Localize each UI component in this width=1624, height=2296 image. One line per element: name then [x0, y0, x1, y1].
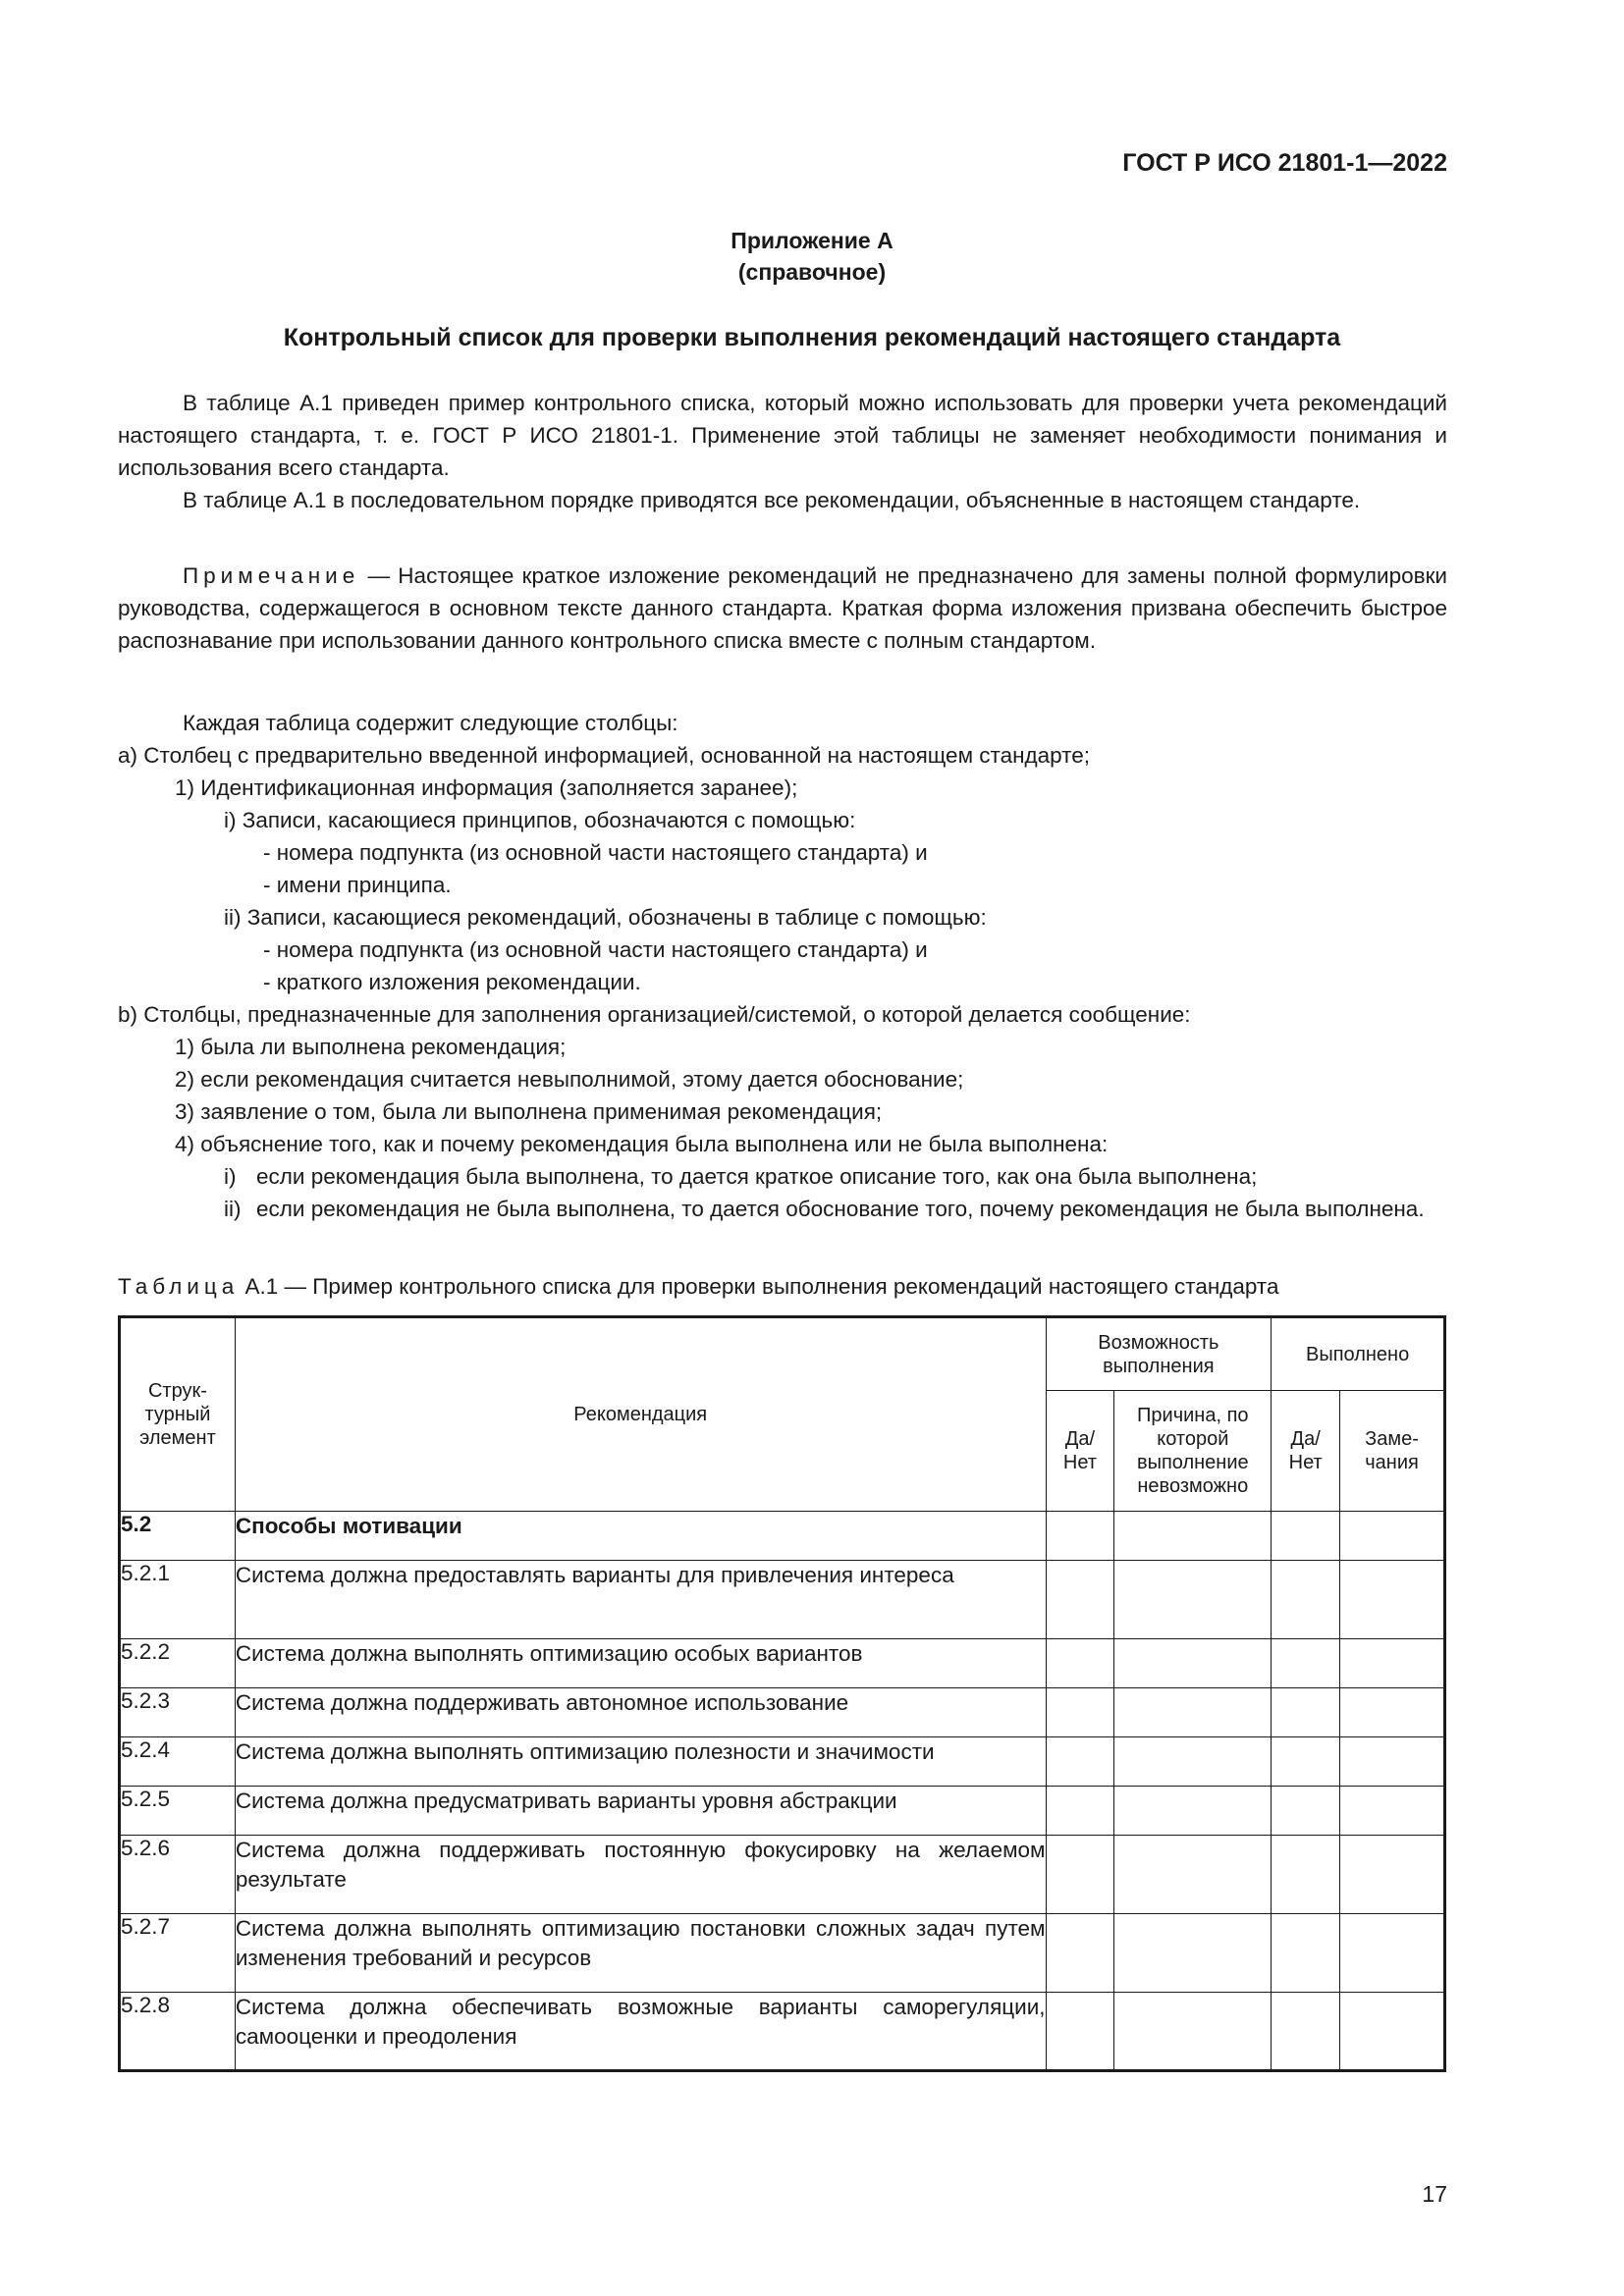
list-item-b3	[118, 1095, 1447, 1128]
list-text: объяснение того, как и почему рекомендация была выполнена или не была выполнена:	[200, 1132, 1109, 1156]
list-item-b4i	[118, 1160, 1447, 1193]
cell-reason[interactable]	[1114, 1787, 1272, 1836]
row-code: 5.2.2	[120, 1639, 236, 1688]
list-text: Столбцы, предназначенные для заполнения организацией/системой, о которой делается сообщение:	[143, 1002, 1191, 1027]
table-row	[120, 1639, 1445, 1688]
table-caption-text: А.1 — Пример контрольного списка для проверки выполнения рекомендаций настоящего стандарта	[239, 1274, 1279, 1299]
list-item-b1	[118, 1031, 1447, 1063]
list-label: 2)	[175, 1067, 195, 1092]
table-caption	[118, 1274, 1279, 1300]
cell-yes-no[interactable]	[1046, 1787, 1114, 1836]
list-label: a)	[118, 743, 138, 768]
list-text: Записи, касающиеся принципов, обозначаются с помощью:	[242, 808, 856, 832]
cell-remarks[interactable]	[1340, 1561, 1445, 1639]
cell-yes-no[interactable]	[1046, 1639, 1114, 1688]
list-item-a1ii-dash-2: - краткого изложения рекомендации.	[263, 970, 641, 994]
table-row	[120, 1737, 1445, 1787]
row-recommendation: Система должна поддерживать постоянную фокусировку на желаемом результате	[235, 1836, 1046, 1914]
list-label: 1)	[175, 775, 195, 800]
header-struct: Струк-турный элемент	[120, 1317, 236, 1512]
list-text: Столбец с предварительно введенной информацией, основанной на настоящем стандарте;	[143, 743, 1091, 768]
list-text: была ли выполнена рекомендация;	[200, 1035, 567, 1059]
header-remarks: Заме-чания	[1340, 1391, 1445, 1512]
row-code: 5.2.7	[120, 1914, 236, 1993]
cell-yes-no[interactable]	[1046, 1914, 1114, 1993]
table-row	[120, 1561, 1445, 1639]
page-number: 17	[1422, 2181, 1447, 2207]
document-code: ГОСТ Р ИСО 21801-1—2022	[1122, 149, 1447, 177]
note-label: Примечание	[183, 563, 360, 588]
header-feasibility: Возможность выполнения	[1046, 1317, 1272, 1391]
list-item-a	[118, 739, 1447, 772]
cell-done[interactable]	[1272, 1737, 1340, 1787]
list-label: ii)	[224, 905, 242, 930]
cell-yes-no[interactable]	[1046, 1561, 1114, 1639]
list-label: ii)	[224, 1197, 242, 1221]
cell-reason[interactable]	[1114, 1688, 1272, 1737]
cell-remarks[interactable]	[1340, 1639, 1445, 1688]
cell-yes-no[interactable]	[1046, 1512, 1114, 1561]
row-code: 5.2	[120, 1512, 236, 1561]
list-text: заявление о том, была ли выполнена применимая рекомендация;	[200, 1099, 883, 1124]
row-recommendation: Система должна обеспечивать возможные варианты саморегуляции, самооценки и преодоления	[235, 1993, 1046, 2071]
intro-paragraph-1: В таблице А.1 приведен пример контрольного списка, который можно использовать для проверки учета рекомендаций настоящего стандарта, т. е. ГОСТ Р ИСО 21801-1. Применение этой таблицы не заменяет необходимости понимания и использования всего стандарта.	[118, 391, 1447, 480]
note-paragraph	[118, 560, 1447, 657]
header-done: Выполнено	[1272, 1317, 1445, 1391]
row-code: 5.2.8	[120, 1993, 236, 2071]
cell-reason[interactable]	[1114, 1993, 1272, 2071]
row-recommendation: Система должна предоставлять варианты для привлечения интереса	[235, 1561, 1046, 1639]
header-yes-no: Да/ Нет	[1046, 1391, 1114, 1512]
list-item-b4ii	[118, 1193, 1447, 1225]
cell-remarks[interactable]	[1340, 1737, 1445, 1787]
row-code: 5.2.5	[120, 1787, 236, 1836]
row-recommendation: Система должна выполнять оптимизацию полезности и значимости	[235, 1737, 1046, 1787]
row-code: 5.2.6	[120, 1836, 236, 1914]
cell-done[interactable]	[1272, 1639, 1340, 1688]
section-title: Контрольный список для проверки выполнения рекомендаций настоящего стандарта	[283, 324, 1341, 351]
row-code: 5.2.3	[120, 1688, 236, 1737]
table-caption-label: Таблица	[118, 1274, 240, 1299]
cell-remarks[interactable]	[1340, 1688, 1445, 1737]
table-row	[120, 1512, 1445, 1561]
list-item-a1ii	[118, 901, 1447, 934]
cell-yes-no[interactable]	[1046, 1993, 1114, 2071]
cell-done[interactable]	[1272, 1836, 1340, 1914]
table-row	[120, 1914, 1445, 1993]
note-text: — Настоящее краткое изложение рекомендаций не предназначено для замены полной формулировки руководства, содержащегося в основном тексте данного стандарта. Краткая форма изложения призвана обеспечить быстрое распознавание при использовании данного контрольного списка вместе с полным стандартом.	[118, 563, 1447, 653]
intro-paragraph-2: В таблице А.1 в последовательном порядке приводятся все рекомендации, объясненные в настоящем стандарте.	[183, 488, 1361, 512]
cell-remarks[interactable]	[1340, 1993, 1445, 2071]
list-item-a1i	[118, 804, 1447, 836]
cell-reason[interactable]	[1114, 1914, 1272, 1993]
cell-done[interactable]	[1272, 1512, 1340, 1561]
row-code: 5.2.1	[120, 1561, 236, 1639]
annex-title: Приложение А	[731, 228, 893, 253]
list-item-a1	[118, 772, 1447, 804]
cell-reason[interactable]	[1114, 1737, 1272, 1787]
annex-type: (справочное)	[737, 259, 887, 285]
table-row	[120, 1993, 1445, 2071]
cell-reason[interactable]	[1114, 1561, 1272, 1639]
table-row	[120, 1836, 1445, 1914]
list-text: если рекомендация была выполнена, то дается краткое описание того, как она была выполнена;	[256, 1164, 1258, 1189]
cell-done[interactable]	[1272, 1561, 1340, 1639]
table-row	[120, 1787, 1445, 1836]
row-recommendation: Система должна поддерживать автономное использование	[235, 1688, 1046, 1737]
header-yes-no-2: Да/ Нет	[1272, 1391, 1340, 1512]
list-item-b	[118, 998, 1447, 1031]
cell-done[interactable]	[1272, 1688, 1340, 1737]
list-label: i)	[224, 1164, 237, 1189]
note-block	[118, 560, 1447, 657]
list-label: 4)	[175, 1132, 195, 1156]
checklist-table	[118, 1315, 1446, 2072]
cell-remarks[interactable]	[1340, 1787, 1445, 1836]
header-reason: Причина, по которой выполнение невозможно	[1114, 1391, 1272, 1512]
list-text: Идентификационная информация (заполняется заранее);	[200, 775, 798, 800]
cell-reason[interactable]	[1114, 1639, 1272, 1688]
list-label: i)	[224, 808, 237, 832]
cell-yes-no[interactable]	[1046, 1688, 1114, 1737]
header-recommendation: Рекомендация	[235, 1317, 1046, 1512]
cell-yes-no[interactable]	[1046, 1836, 1114, 1914]
list-item-b4	[118, 1128, 1447, 1160]
list-item-b2	[118, 1063, 1447, 1095]
row-code: 5.2.4	[120, 1737, 236, 1787]
cell-done[interactable]	[1272, 1993, 1340, 2071]
cell-remarks[interactable]	[1340, 1914, 1445, 1993]
cell-yes-no[interactable]	[1046, 1737, 1114, 1787]
intro-block	[118, 387, 1447, 516]
list-text: если рекомендация считается невыполнимой, этому дается обоснование;	[200, 1067, 964, 1092]
row-recommendation: Система должна выполнять оптимизацию особых вариантов	[235, 1639, 1046, 1688]
list-lead: Каждая таблица содержит следующие столбцы:	[183, 711, 678, 735]
cell-reason[interactable]	[1114, 1836, 1272, 1914]
row-recommendation: Система должна предусматривать варианты уровня абстракции	[235, 1787, 1046, 1836]
list-item-a1i-dash-1: - номера подпункта (из основной части настоящего стандарта) и	[263, 840, 928, 865]
cell-reason[interactable]	[1114, 1512, 1272, 1561]
columns-list	[118, 707, 1447, 1225]
cell-done[interactable]	[1272, 1914, 1340, 1993]
list-label: b)	[118, 1002, 138, 1027]
list-item-a1ii-dash-1: - номера подпункта (из основной части настоящего стандарта) и	[263, 937, 928, 962]
list-text: Записи, касающиеся рекомендаций, обозначены в таблице с помощью:	[246, 905, 987, 930]
list-label: 1)	[175, 1035, 195, 1059]
list-label: 3)	[175, 1099, 195, 1124]
table-row	[120, 1688, 1445, 1737]
list-item-a1i-dash-2: - имени принципа.	[263, 873, 452, 897]
cell-remarks[interactable]	[1340, 1836, 1445, 1914]
row-recommendation: Способы мотивации	[235, 1512, 1046, 1561]
cell-remarks[interactable]	[1340, 1512, 1445, 1561]
list-text: если рекомендация не была выполнена, то дается обоснование того, почему рекомендация не была выполнена.	[256, 1197, 1425, 1221]
cell-done[interactable]	[1272, 1787, 1340, 1836]
row-recommendation: Система должна выполнять оптимизацию постановки сложных задач путем изменения требований и ресурсов	[235, 1914, 1046, 1993]
